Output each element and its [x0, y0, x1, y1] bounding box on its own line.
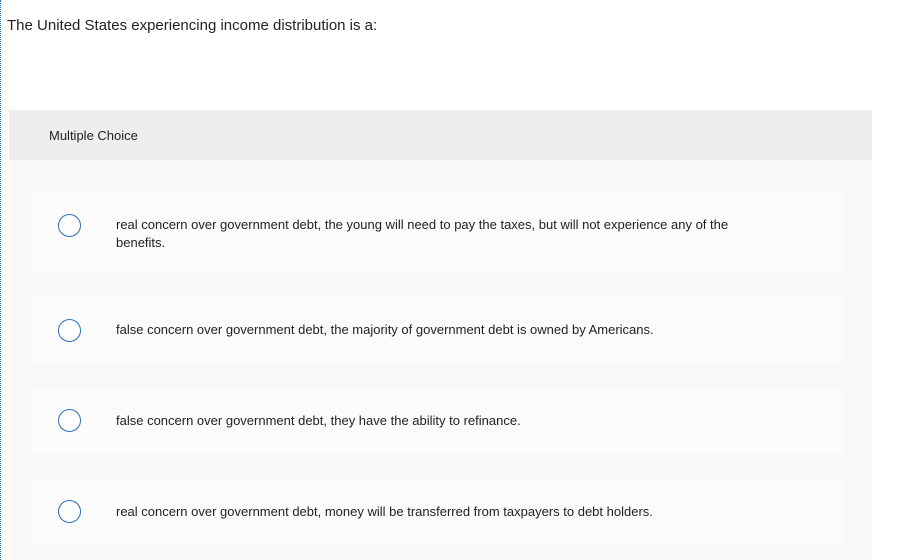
answer-option-label: false concern over government debt, the majority of government debt is owned by Americans. — [116, 322, 654, 337]
radio-button-icon[interactable] — [58, 500, 81, 523]
radio-button-icon[interactable] — [58, 409, 81, 432]
answer-option-2[interactable] — [33, 297, 843, 363]
radio-button-icon[interactable] — [58, 214, 81, 237]
answer-option-label: false concern over government debt, they have the ability to refinance. — [116, 413, 521, 428]
multiple-choice-header — [9, 110, 872, 160]
answer-option-label: real concern over government debt, the young will need to pay the taxes, but will not experience any of the benefits. — [116, 217, 729, 250]
answer-option-1[interactable] — [33, 192, 843, 272]
question-text: The United States experiencing income distribution is a: — [7, 17, 378, 34]
radio-button-icon[interactable] — [58, 319, 81, 342]
answer-option-label: real concern over government debt, money will be transferred from taxpayers to debt holders. — [116, 504, 653, 519]
answer-option-4[interactable] — [33, 479, 843, 545]
answer-option-3[interactable] — [33, 388, 843, 454]
multiple-choice-panel — [9, 110, 872, 560]
multiple-choice-title: Multiple Choice — [49, 128, 138, 143]
